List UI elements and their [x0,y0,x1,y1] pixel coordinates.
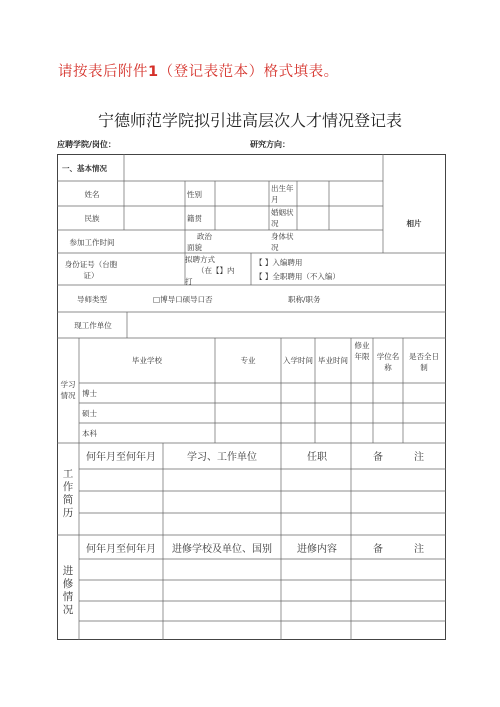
work-side-char-4: 历 [62,507,74,519]
label-gender: 性别 [187,190,202,199]
label-current-unit: 现工作单位 [74,321,112,330]
research-direction-label: 研究方向： [250,140,290,149]
section-basic-info: 一、基本情况 [62,164,107,173]
notice-suffix: （登记表范本）格式填表。 [158,64,339,80]
label-id-number-1: 身份证号（台胞 [64,260,118,269]
work-side-char-2: 作 [62,481,74,493]
work-side-char-1: 工 [62,468,74,480]
label-work-start: 参加工作时间 [69,238,115,247]
training-side-char-2: 修 [62,578,74,590]
notice-attachment-number: 1 [148,64,159,80]
col-study-years-1: 修业 [354,341,370,350]
fill-instructions [58,60,339,81]
training-col-period: 何年月至何年月 [86,544,156,555]
work-col-note-2: 注 [414,452,424,463]
label-title-post: 职称/职务 [288,295,321,304]
training-col-note-1: 备 [373,544,383,555]
training-side-char-3: 情 [62,591,74,603]
training-side-char-4: 况 [62,604,74,616]
row-bachelor: 本科 [82,429,97,438]
col-fulltime-1: 是否全日 [409,352,439,361]
registration-form-table [57,154,446,644]
label-id-number-2: 证） [83,271,99,280]
training-col-content: 进修内容 [297,544,337,555]
form-border [58,155,446,640]
work-col-post: 任职 [307,452,327,463]
col-study-years-2: 年限 [354,352,370,361]
advisor-type-checkboxes[interactable]: □博导口硕导口否 [153,295,213,304]
label-marital-1: 婚姻状 [271,208,294,217]
label-hire-2: （在【】内 [197,266,235,275]
photo-box-label: 相片 [406,219,422,228]
work-side-char-3: 简 [62,494,74,506]
label-marital-2: 况 [271,219,279,228]
row-master: 硕士 [82,409,97,418]
training-side-char-1: 进 [62,565,74,577]
training-col-note-2: 注 [414,544,424,555]
work-col-unit: 学习、工作单位 [187,452,257,463]
col-degree-2: 称 [384,363,392,372]
col-degree-1: 学位名 [376,352,400,361]
form-title: 宁德师范学院拟引进高层次人才情况登记表 [97,111,402,130]
apply-unit-label: 应聘学院/岗位： [57,140,116,149]
work-col-note-1: 备 [373,452,383,463]
col-fulltime-2: 制 [420,363,428,372]
label-native-place: 籍贯 [187,214,202,223]
label-birth-1: 出生年 [271,184,294,193]
hire-option-establishment[interactable]: 【 】入编聘用 [255,258,303,267]
label-advisor-type: 导师类型 [77,295,107,304]
label-ethnicity: 民族 [84,214,100,223]
label-hire-3: 打 [185,277,193,286]
study-side-label-1: 学习 [60,380,76,389]
label-hire-1: 拟聘方式 [185,255,215,264]
col-graduated-school: 毕业学校 [132,356,162,365]
label-birth-2: 月 [271,195,279,204]
label-health-1: 身体状 [271,232,294,241]
notice-prefix: 请按表后附件 [58,64,148,80]
col-graduation-time: 毕业时间 [318,356,348,365]
col-enroll-time: 入学时间 [283,356,313,365]
label-political-1: 政治 [197,232,212,241]
training-col-school: 进修学校及单位、国别 [172,544,272,555]
hire-option-fulltime[interactable]: 【 】全职聘用（不入编） [255,272,340,281]
row-doctorate: 博士 [82,389,97,398]
study-side-label-2: 情况 [60,391,76,400]
label-health-2: 况 [271,243,279,252]
col-major: 专业 [240,356,256,365]
label-name: 姓名 [84,190,100,199]
work-col-period: 何年月至何年月 [86,452,156,463]
label-political-2: 面貌 [187,243,202,252]
